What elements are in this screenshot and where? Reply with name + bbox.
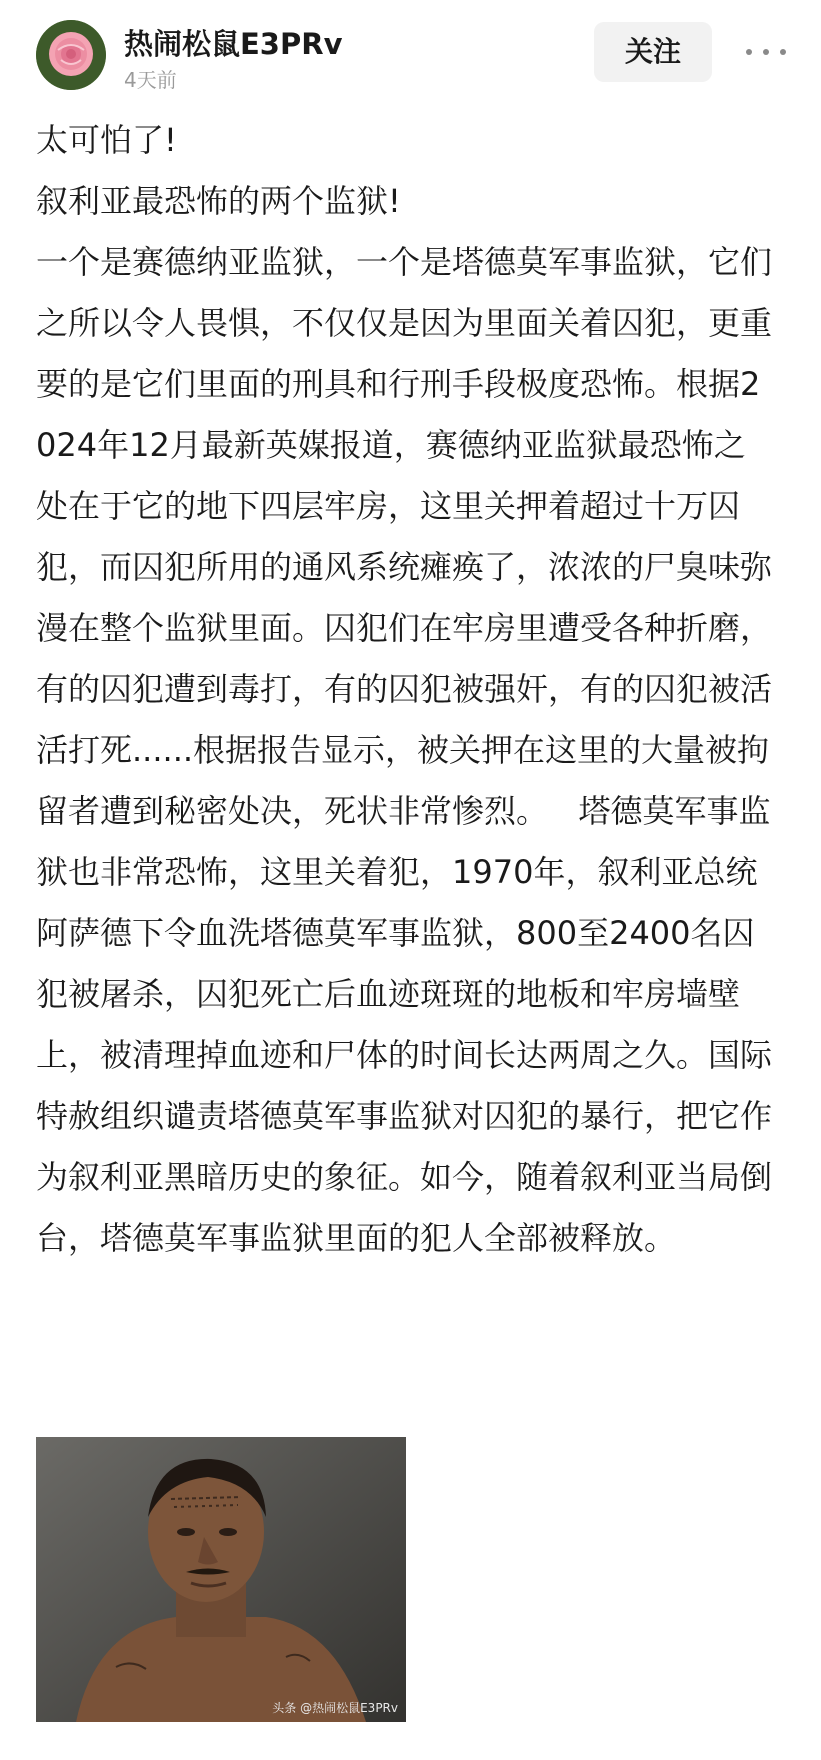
rose-icon	[36, 20, 106, 90]
more-dot	[763, 49, 769, 55]
post-body-text: 一个是赛德纳亚监狱，一个是塔德莫军事监狱，它们之所以令人畏惧，不仅仅是因为里面关着囚犯，更重要的是它们里面的刑具和行刑手段极度恐怖。根据2024年12月最新英媒报道，赛德纳亚监狱最恐怖之处在于它的地下四层牢房，这里关押着超过十万囚犯，而囚犯所用的通风系统瘫痪了，浓浓的尸臭味弥漫在整个监狱里面。囚犯们在牢房里遭受各种折磨，有的囚犯遭到毒打，有的囚犯被强奸，有的囚犯被活活打死......根据报告显示，被关押在这里的大量被拘留者遭到秘密处决，死状非常惨烈。 塔德莫军事监狱也非常恐怖，这里关着犯，1970年，叙利亚总统阿萨德下令血洗塔德莫军事监狱，800至2400名囚犯被屠杀，囚犯死亡后血迹斑斑的地板和牢房墙壁上，被清理掉血迹和尸体的时间长达两周之久。国际特赦组织谴责塔德莫军事监狱对囚犯的暴行，把它作为叙利亚黑暗历史的象征。如今，随着叙利亚当局倒台，塔德莫军事监狱里面的犯人全部被释放。	[36, 243, 773, 1257]
post-header	[0, 0, 821, 110]
more-dot	[746, 49, 752, 55]
author-name[interactable]: 热闹松鼠E3PRv	[124, 27, 343, 61]
post-line-1: 太可怕了!	[36, 121, 177, 159]
more-dot	[780, 49, 786, 55]
more-icon[interactable]	[746, 42, 786, 62]
author-avatar[interactable]	[36, 20, 106, 90]
post-image[interactable]	[36, 1437, 406, 1722]
post-timestamp: 4天前	[124, 68, 177, 92]
portrait-photo	[36, 1437, 406, 1722]
image-watermark: 头条 @热闹松鼠E3PRv	[272, 1701, 398, 1715]
post-content	[36, 110, 776, 1269]
post-line-2: 叙利亚最恐怖的两个监狱!	[36, 182, 401, 220]
follow-button[interactable]: 关注	[594, 22, 712, 82]
